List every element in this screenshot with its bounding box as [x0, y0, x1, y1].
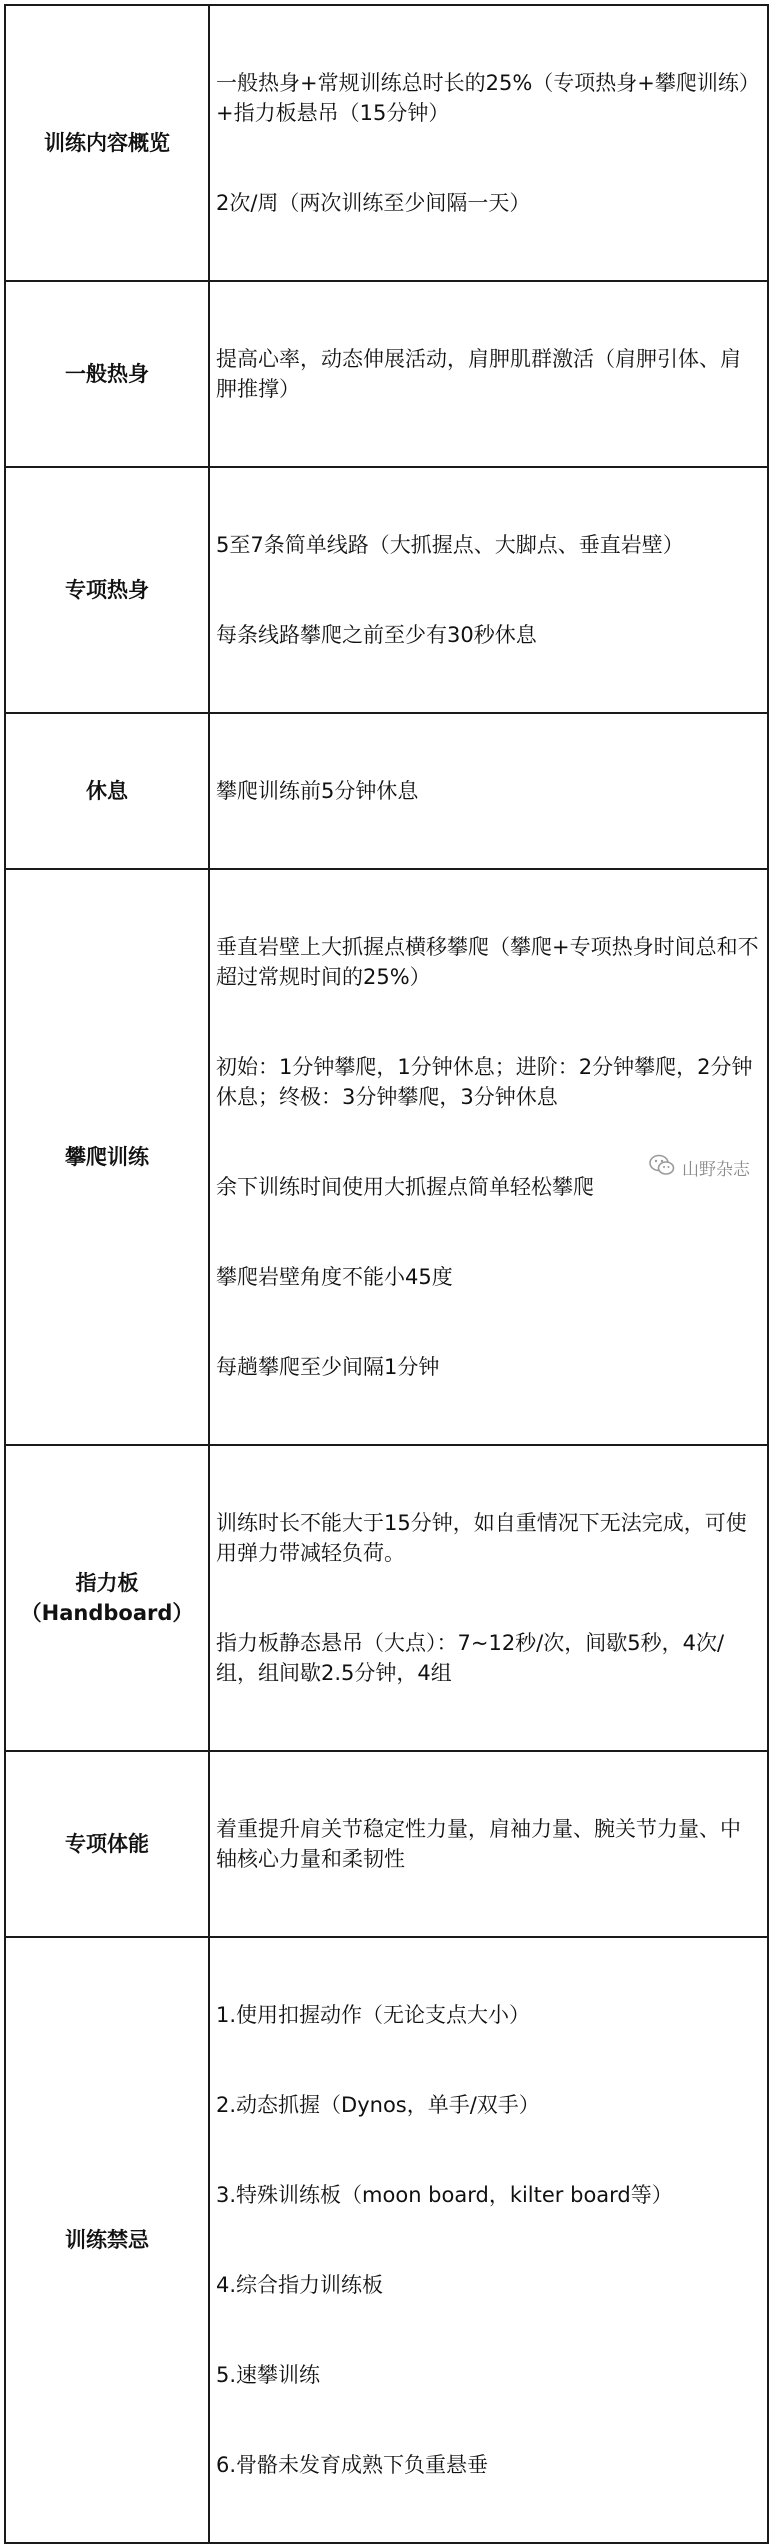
- content-line: 6.骨骼未发育成熟下负重悬垂: [216, 2453, 489, 2477]
- label-line: （Handboard）: [20, 1601, 194, 1625]
- content-line: 每条线路攀爬之前至少有30秒休息: [216, 623, 537, 647]
- content-line: 2次/周（两次训练至少间隔一天）: [216, 191, 531, 215]
- row-label-taboos: 训练禁忌: [5, 1937, 209, 2543]
- row-label-general-warmup: 一般热身: [5, 281, 209, 467]
- row-label-rest: 休息: [5, 713, 209, 869]
- content-line: 攀爬岩壁角度不能小45度: [216, 1265, 453, 1289]
- row-label-specific-fitness: 专项体能: [5, 1751, 209, 1937]
- content-line: 提高心率，动态伸展活动，肩胛肌群激活（肩胛引体、肩胛推撑）: [216, 347, 741, 401]
- table-row: [5, 1445, 768, 1751]
- label-line: 指力板: [75, 1571, 139, 1595]
- row-content-specific-fitness: [209, 1751, 768, 1937]
- content-line: 1.使用扣握动作（无论支点大小）: [216, 2003, 531, 2027]
- watermark: [648, 1153, 750, 1182]
- row-label-specific-warmup: 专项热身: [5, 467, 209, 713]
- row-label-climbing-training: 攀爬训练: [5, 869, 209, 1445]
- row-content-taboos: [209, 1937, 768, 2543]
- content-line: 5.速攀训练: [216, 2363, 321, 2387]
- training-plan-table: [4, 4, 769, 2544]
- row-content-handboard: [209, 1445, 768, 1751]
- content-line: 2.动态抓握（Dynos，单手/双手）: [216, 2093, 540, 2117]
- content-line: 3.特殊训练板（moon board，kilter board等）: [216, 2183, 673, 2207]
- content-line: 指力板静态悬吊（大点）：7~12秒/次，间歇5秒，4次/组，组间歇2.5分钟，4组: [216, 1631, 725, 1685]
- table-row: [5, 281, 768, 467]
- watermark-text: 山野杂志: [682, 1160, 750, 1180]
- row-content-general-warmup: [209, 281, 768, 467]
- content-line: 每趟攀爬至少间隔1分钟: [216, 1355, 440, 1379]
- content-line: 一般热身+常规训练总时长的25%（专项热身+攀爬训练）+指力板悬吊（15分钟）: [216, 71, 760, 125]
- row-content-specific-warmup: [209, 467, 768, 713]
- content-line: 5至7条简单线路（大抓握点、大脚点、垂直岩壁）: [216, 533, 684, 557]
- content-line: 着重提升肩关节稳定性力量，肩袖力量、腕关节力量、中轴核心力量和柔韧性: [216, 1817, 741, 1871]
- content-line: 初始：1分钟攀爬，1分钟休息；进阶：2分钟攀爬，2分钟休息；终极：3分钟攀爬，3分钟休息: [216, 1055, 753, 1109]
- table-row: [5, 713, 768, 869]
- table-row: [5, 1937, 768, 2543]
- wechat-icon: [648, 1153, 676, 1182]
- row-content-overview: [209, 5, 768, 281]
- row-content-rest: [209, 713, 768, 869]
- content-line: 4.综合指力训练板: [216, 2273, 384, 2297]
- content-line: 攀爬训练前5分钟休息: [216, 779, 419, 803]
- row-label-handboard: [5, 1445, 209, 1751]
- content-line: 训练时长不能大于15分钟，如自重情况下无法完成，可使用弹力带减轻负荷。: [216, 1511, 747, 1565]
- table-row: [5, 1751, 768, 1937]
- table-row: [5, 5, 768, 281]
- content-line: 垂直岩壁上大抓握点横移攀爬（攀爬+专项热身时间总和不超过常规时间的25%）: [216, 935, 759, 989]
- row-label-overview: 训练内容概览: [5, 5, 209, 281]
- table-row: [5, 467, 768, 713]
- content-line: 余下训练时间使用大抓握点简单轻松攀爬: [216, 1175, 594, 1199]
